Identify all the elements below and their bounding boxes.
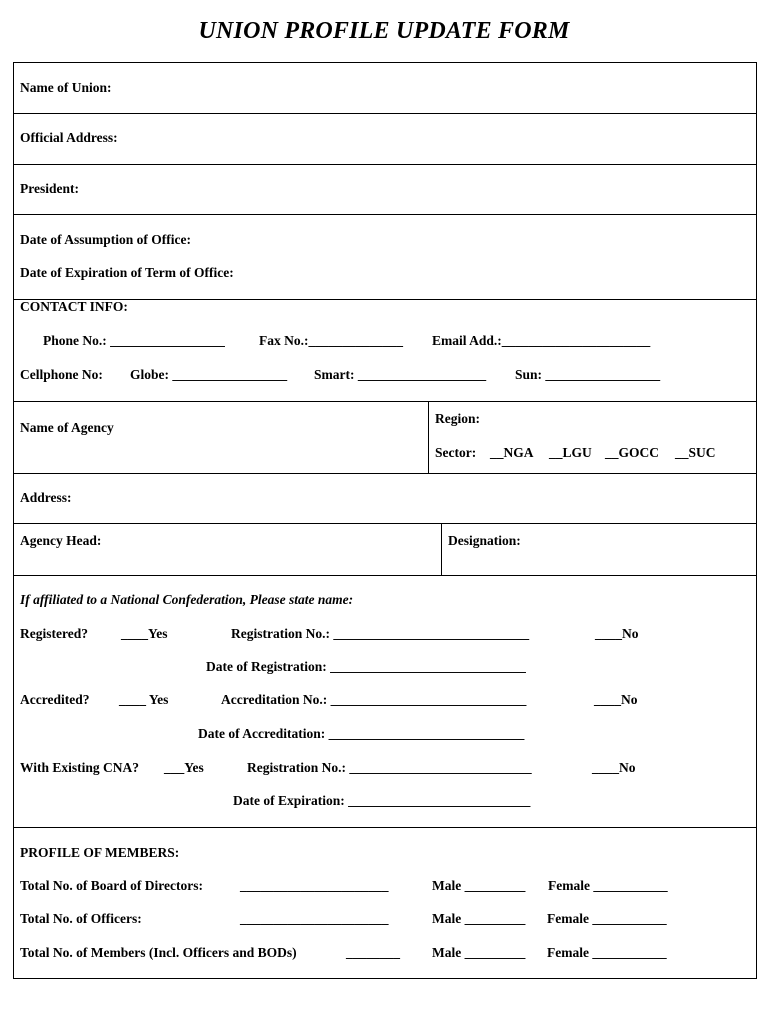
cellphone-label: Cellphone No:	[20, 367, 103, 382]
sector-option-gocc: __GOCC	[605, 445, 659, 460]
divider-agency-region	[428, 401, 429, 473]
form-title: UNION PROFILE UPDATE FORM	[198, 18, 570, 44]
divider-contact	[13, 401, 757, 402]
registered-label: Registered?	[20, 626, 88, 641]
members-female-field: Female ___________	[547, 945, 667, 960]
divider-head-designation	[441, 523, 442, 575]
officers-female-field: Female ___________	[547, 911, 667, 926]
cna-no-option: ____No	[592, 760, 636, 775]
fax-field: Fax No.:______________	[259, 333, 403, 348]
contact-heading: CONTACT INFO:	[20, 299, 128, 314]
officers-label: Total No. of Officers:	[20, 911, 142, 926]
sector-label: Sector:	[435, 445, 477, 460]
sector-option-lgu: __LGU	[549, 445, 592, 460]
registration-number-field: Registration No.: _____________________________	[231, 626, 530, 641]
divider-agency	[13, 473, 757, 474]
phone-field: Phone No.: _________________	[43, 333, 225, 348]
assumption-date-label: Date of Assumption of Office:	[20, 232, 191, 247]
board-directors-male-field: Male _________	[432, 878, 526, 893]
registered-no-option: ____No	[595, 626, 639, 641]
members-total-label: Total No. of Members (Incl. Officers and BODs)	[20, 945, 297, 960]
board-directors-total-field: ______________________	[240, 878, 389, 893]
agency-address-label: Address:	[20, 490, 72, 505]
union-name-label: Name of Union:	[20, 80, 112, 95]
sector-option-suc: __SUC	[675, 445, 716, 460]
cna-label: With Existing CNA?	[20, 760, 140, 775]
accredited-no-option: ____No	[594, 692, 638, 707]
divider-agency-address	[13, 523, 757, 524]
agency-name-label: Name of Agency	[20, 420, 114, 435]
board-directors-label: Total No. of Board of Directors:	[20, 878, 203, 893]
registration-date-field: Date of Registration: _____________________________	[206, 659, 526, 674]
email-field: Email Add.:______________________	[432, 333, 651, 348]
president-label: President:	[20, 181, 79, 196]
designation-label: Designation:	[448, 533, 521, 548]
cna-registration-number-field: Registration No.: ___________________________	[247, 760, 532, 775]
divider-president	[13, 214, 757, 215]
board-directors-female-field: Female ___________	[548, 878, 668, 893]
registered-yes-option: ____Yes	[121, 626, 168, 641]
accredited-yes-option: ____ Yes	[119, 692, 169, 707]
members-heading: PROFILE OF MEMBERS:	[20, 845, 180, 860]
divider-affiliation	[13, 827, 757, 828]
cna-yes-option: ___Yes	[164, 760, 204, 775]
divider-union-name	[13, 113, 757, 114]
accreditation-number-field: Accreditation No.: _____________________________	[221, 692, 527, 707]
official-address-label: Official Address:	[20, 130, 118, 145]
accreditation-date-field: Date of Accreditation: _____________________________	[198, 726, 525, 741]
term-expiration-label: Date of Expiration of Term of Office:	[20, 265, 234, 280]
officers-total-field: ______________________	[240, 911, 389, 926]
divider-agency-head	[13, 575, 757, 576]
sector-option-nga: __NGA	[490, 445, 534, 460]
accredited-label: Accredited?	[20, 692, 90, 707]
sun-field: Sun: _________________	[515, 367, 661, 382]
members-total-field: ________	[346, 945, 400, 960]
divider-address	[13, 164, 757, 165]
region-label: Region:	[435, 411, 480, 426]
cna-expiration-date-field: Date of Expiration: ___________________________	[233, 793, 531, 808]
smart-field: Smart: ___________________	[314, 367, 487, 382]
members-male-field: Male _________	[432, 945, 526, 960]
confederation-prompt: If affiliated to a National Confederation, Please state name:	[20, 592, 354, 607]
form-frame	[13, 62, 757, 979]
agency-head-label: Agency Head:	[20, 533, 102, 548]
globe-field: Globe: _________________	[130, 367, 288, 382]
officers-male-field: Male _________	[432, 911, 526, 926]
